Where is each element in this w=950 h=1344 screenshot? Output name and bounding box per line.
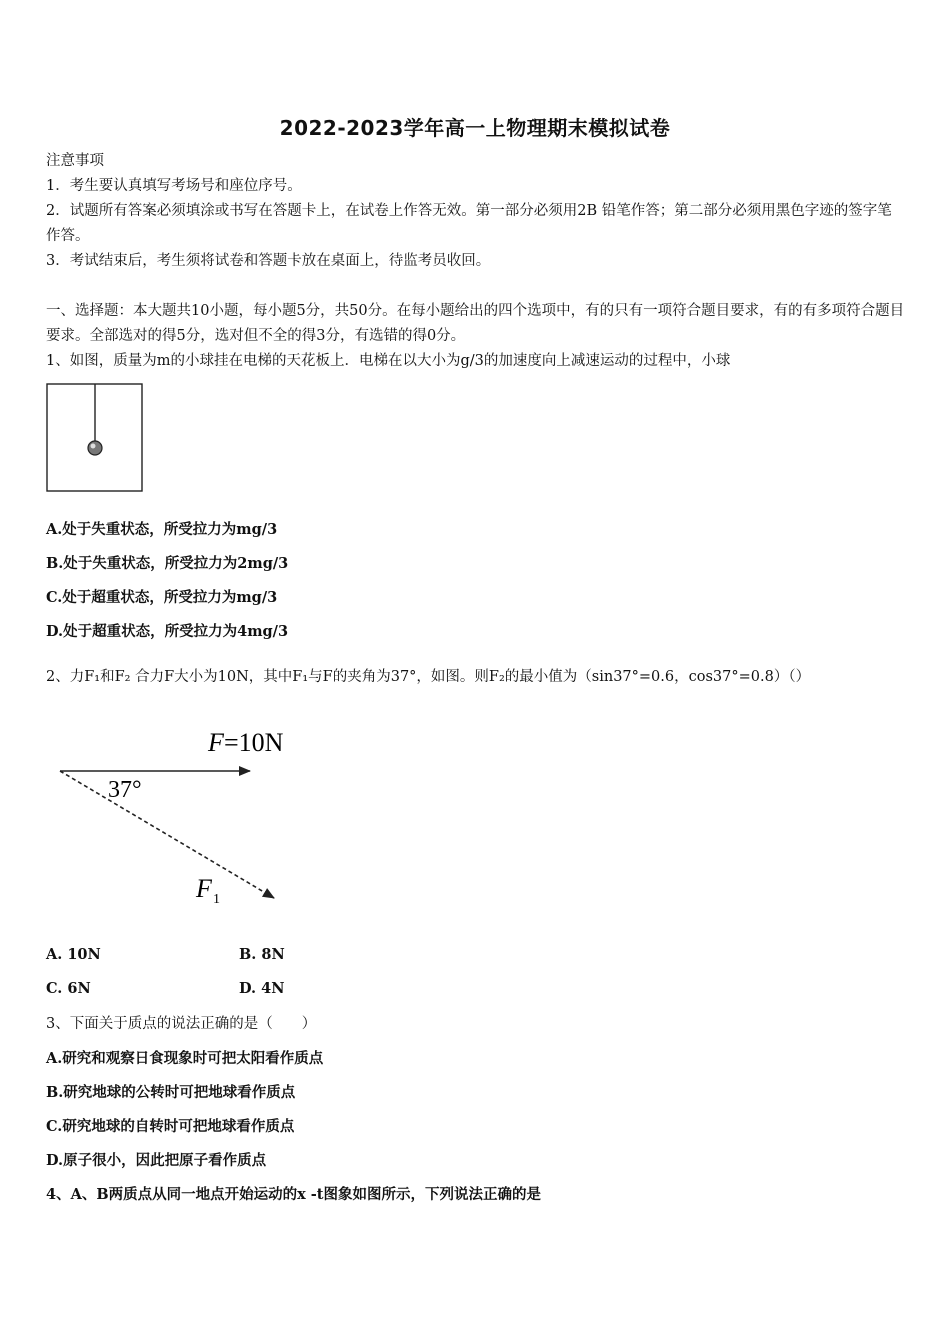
section1-intro: 一、选择题：本大题共10小题，每小题5分，共50分。在每小题给出的四个选项中，有的只有一项符合题目要求，有的有多项符合题目要求。全部选对的得5分，选对但不全的得3分，有选错的得0分。 (46, 303, 905, 344)
q2-option-a: A. 10N (46, 946, 101, 963)
notice-item-3: 3．考试结束后，考生须将试卷和答题卡放在桌面上，待监考员收回。 (46, 253, 491, 269)
q1-option-d: D.处于超重状态，所受拉力为4mg/3 (46, 623, 289, 640)
q1-option-b: B.处于失重状态，所受拉力为2mg/3 (46, 555, 289, 572)
ball (88, 441, 102, 455)
q1-option-c: C.处于超重状态，所受拉力为mg/3 (46, 589, 278, 606)
q1-stem: 1、如图，质量为m的小球挂在电梯的天花板上．电梯在以大小为g/3的加速度向上减速运动的过程中，小球 (46, 353, 731, 369)
force-f-label: F (208, 728, 224, 757)
q3-option-c: C.研究地球的自转时可把地球看作质点 (46, 1118, 295, 1135)
page-title: 2022-2023学年高一上物理期末模拟试卷 (279, 116, 671, 140)
force-f-value: =10N (224, 728, 284, 757)
notice-heading: 注意事项 (46, 153, 104, 169)
q2-stem: 2、力F₁和F₂ 合力F大小为10N，其中F₁与F的夹角为37°，如图。则F₂的最小值为（sin37°=0.6，cos37°=0.8）（） (46, 669, 811, 685)
q2-option-d: D. 4N (239, 980, 285, 997)
q2-option-c: C. 6N (46, 980, 91, 997)
q4-stem: 4、A、B两质点从同一地点开始运动的x -t图象如图所示，下列说法正确的是 (46, 1186, 542, 1203)
q1-elevator-figure (46, 383, 144, 493)
q1-option-a: A.处于失重状态，所受拉力为mg/3 (46, 521, 278, 538)
notice-item-2: 2．试题所有答案必须填涂或书写在答题卡上，在试卷上作答无效。第一部分必须用2B 铅笔作答；第二部分必须用黑色字迹的签字笔作答。 (46, 203, 892, 244)
force-f1-arrow (60, 771, 274, 898)
ball-highlight (91, 444, 96, 449)
q2-force-figure (46, 715, 316, 915)
q3-option-a: A.研究和观察日食现象时可把太阳看作质点 (46, 1050, 324, 1067)
q2-option-b: B. 8N (239, 946, 285, 963)
q3-option-d: D.原子很小，因此把原子看作质点 (46, 1152, 267, 1169)
notice-item-1: 1．考生要认真填写考场号和座位序号。 (46, 178, 302, 194)
q3-option-b: B.研究地球的公转时可把地球看作质点 (46, 1084, 296, 1101)
angle-label: 37° (108, 777, 142, 803)
force-f1-subscript: 1 (213, 892, 220, 907)
force-f1-label: F (196, 874, 212, 903)
q3-stem: 3、下面关于质点的说法正确的是（ ） (46, 1016, 317, 1032)
